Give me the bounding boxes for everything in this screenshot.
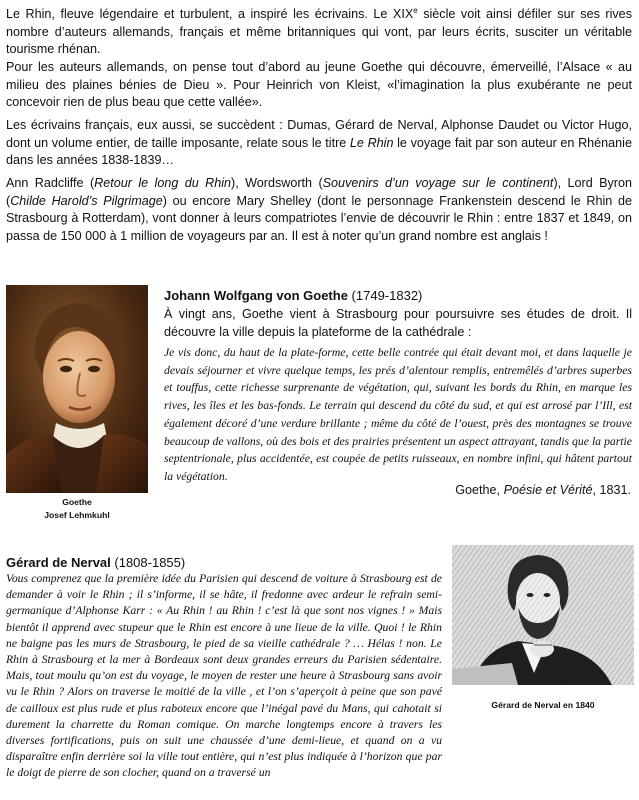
- nerval-caption: Gérard de Nerval en 1840: [491, 700, 595, 710]
- goethe-caption-artist: Josef Lehmkuhl: [44, 510, 110, 520]
- intro-paragraph-2: Pour les auteurs allemands, on pense tout d’abord au jeune Goethe qui découvre, émerveillé, l’Alsace « au milieu des plaines bénies de Dieu ». Pour Heinrich von Kleist, «l’imagination la plus exubérante ne peut concevoir rien de plus beau que cette vallée».: [6, 60, 632, 110]
- goethe-intro-text: À vingt ans, Goethe vient à Strasbourg pour poursuivre ses études de droit. Il découvre la ville depuis la plateforme de la cathédrale :: [164, 307, 632, 339]
- intro-paragraph-4: Ann Radcliffe (Retour le long du Rhin), Wordsworth (Souvenirs d’un voyage sur le continent), Lord Byron (Childe Harold’s Pilgrimage) ou encore Mary Shelley (dont le personnage Frankenstein descend le Rhin de Strasbourg à Rotterdam), vont donner à leurs compatriotes l’envie de découvrir le Rhin : entre 1837 et 1849, on passa de 150 000 à 1 million de voyageurs par an. Il est à noter qu’un grand nombre est anglais !: [6, 176, 633, 243]
- goethe-portrait: [6, 285, 148, 493]
- goethe-caption: [6, 496, 148, 522]
- nerval-portrait: [452, 545, 634, 685]
- goethe-portrait-image: [6, 285, 148, 493]
- goethe-attribution: Goethe, Poésie et Vérité, 1831.: [455, 483, 631, 497]
- nerval-portrait-image: [452, 545, 634, 685]
- goethe-quote: Je vis donc, du haut de la plate-forme, cette belle contrée qui était devant moi, et dans laquelle je devais séjourner et vivre quelque temps, les prés d’alentour remplis, entremêlés d’arbres superbes et touffus, cette richesse surprenante de végétation, qui, suivant les bords du Rhin, en marque les rives, les îles et les bas-fonds. Le terrain qui descend du côté du sud, et qui est arrosé par l’Ill, est également décoré d’une verdure brillante ; même du côté de l’ouest, près des montagnes se trouve beaucoup de vallons, où des bois et des prairies présentent un aspect attrayant, tandis que la partie septentrionale, plus accidentée, est coupée de petits ruisseaux, en nombre infini, qui hâtent partout la végétation.: [164, 346, 632, 483]
- intro-paragraph-1: Le Rhin, fleuve légendaire et turbulent, a inspiré les écrivains. Le XIXe siècle voit ainsi défiler sur ses rives nombre d’auteurs allemands, français et même britanniques qui vont, par leurs écrits, susciter un véritable tourisme rhénan.: [6, 6, 632, 57]
- intro-paragraph-3: Les écrivains français, eux aussi, se succèdent : Dumas, Gérard de Nerval, Alphonse Daudet ou Victor Hugo, dont un volume entier, de taille imposante, relate sous le titre Le Rhin le voyage fait par son auteur en Rhénanie dans les années 1838-1839…: [6, 118, 632, 168]
- goethe-heading: Johann Wolfgang von Goethe (1749-1832): [164, 288, 423, 303]
- nerval-quote: Vous comprenez que la première idée du Parisien qui descend de voiture à Strasbourg est de demander à voir le Rhin ; il s’informe, il se hâte, il fredonne avec ardeur le refrain semi-germanique d’Alphonse Karr : « Au Rhin ! au Rhin ! c’est là que sont nos vignes ! » Mais bientôt il apprend avec stupeur que le Rhin est encore à une lieue de la ville. Quoi ! le Rhin ne baigne pas les murs de Strasbourg, le pied de sa vieille cathédrale ? … Hélas ! non. Le Rhin à Strasbourg et la mer à Bordeaux sont deux grandes erreurs du Parisien sédentaire. Mais, tout moulu qu’on est du voyage, le moyen de rester une heure à Strasbourg sans avoir vu le Rhin ? Alors on traverse le moitié de la ville , et l’on s’aperçoit à peine que son pavé de cailloux est plus rude et plus raboteux encore que l’inégal pavé du Mans, qui cahotait si durement la charrette du Roman comique. On marche longtemps encore à travers les diverses fortifications, puis on suit une chaussée d’une demi-lieue, et quand on a vu disparaître enfin derrière soi la ville tout entière, qui n’est plus indiquée à l’horizon que par le doigt de pierre de son clocher, quand on a traversé un: [6, 572, 442, 780]
- nerval-heading: Gérard de Nerval (1808-1855): [6, 555, 186, 570]
- goethe-caption-name: Goethe: [62, 497, 92, 507]
